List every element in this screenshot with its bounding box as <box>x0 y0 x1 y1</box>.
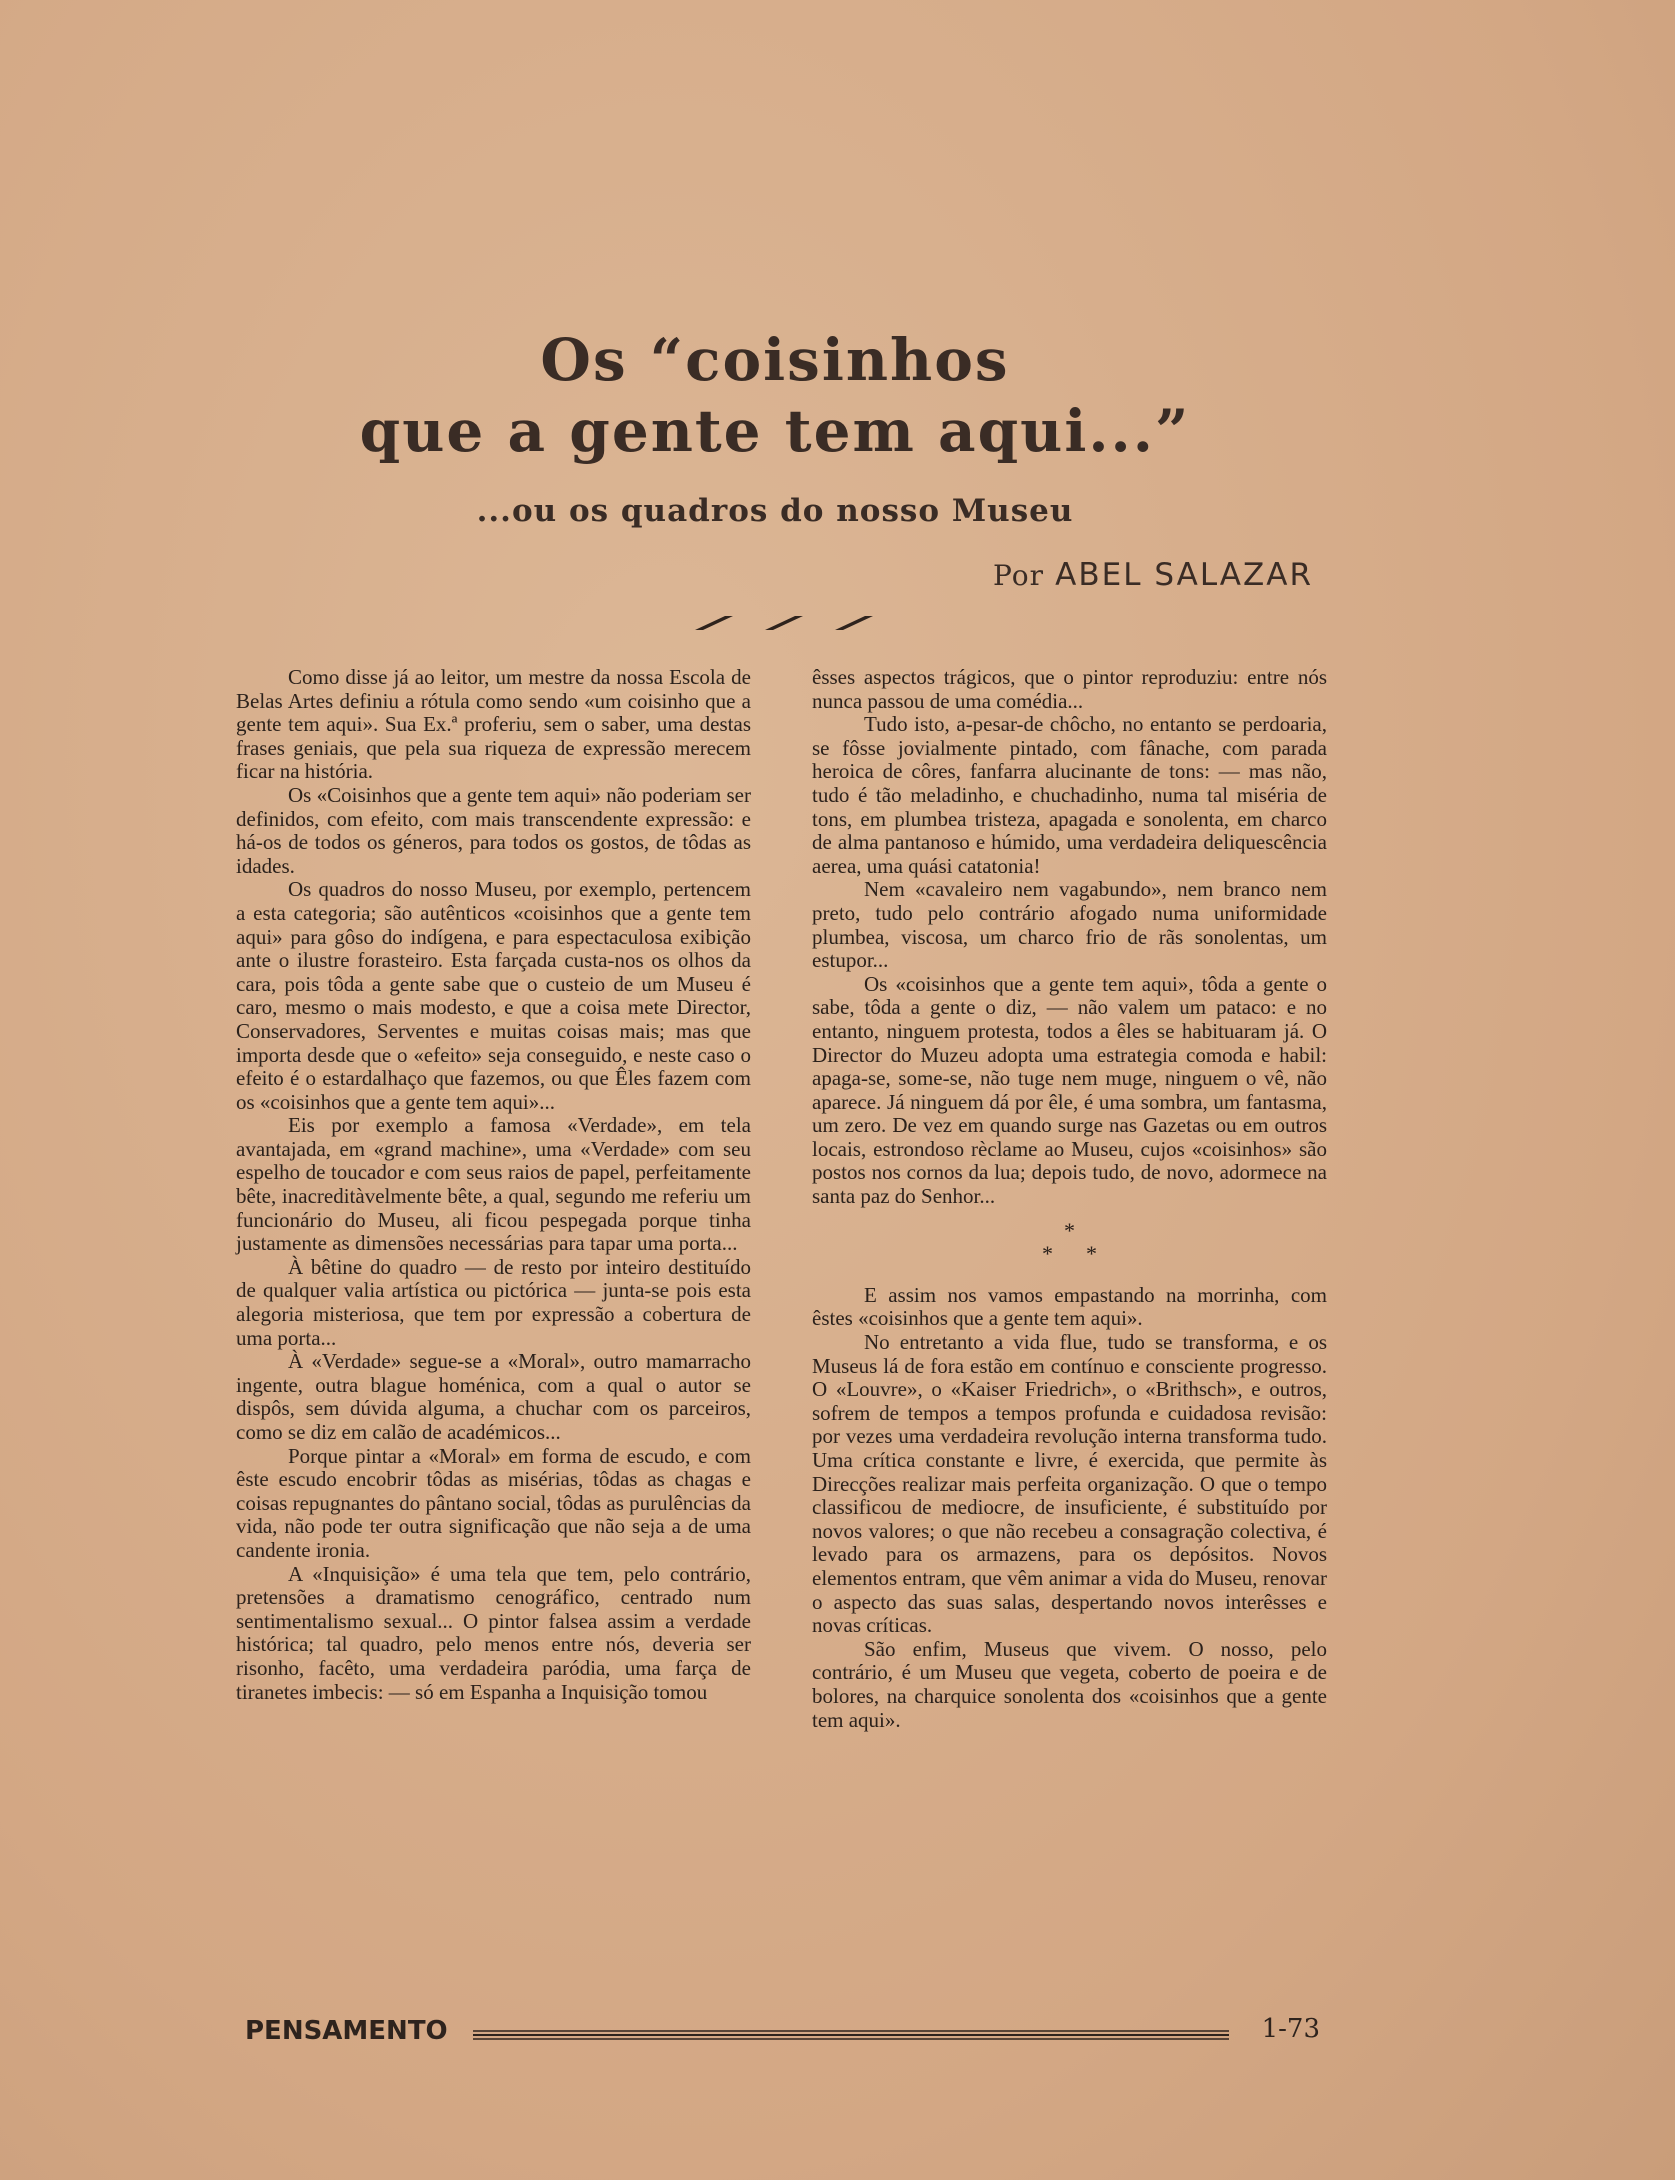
paragraph: À bêtine do quadro — de resto por inteiro destituído de qualquer valia artística ou pictórica — junta-se pois esta alegoria misteriosa, que tem por expressão a cobertura de uma porta... <box>236 1254 751 1350</box>
left-column <box>236 666 751 1704</box>
paragraph: Porque pintar a «Moral» em forma de escudo, e com êste escudo encobrir tôdas as misérias, tôdas as chagas e coisas repugnantes do pântano social, tôdas as purulências da vida, não pode ter outra significação que não seja a de uma candente ironia. <box>236 1443 751 1562</box>
paragraph: À «Verdade» segue-se a «Moral», outro mamarracho ingente, outra blague homénica, com a qual o autor se dispôs, sem dúvida alguma, a chuchar com os parceiros, como se diz em calão de académicos... <box>236 1349 751 1444</box>
paragraph: Eis por exemplo a famosa «Verdade», em tela avantajada, em «grand machine», uma «Verdade» com seu espelho de toucador e com seus raios de papel, perfeitamente bête, inacreditàvelmente bête, a qual, segundo me referiu um funcionário do Museu, ali ficou pespegada porque tinha justamente as dimensões necessárias para tapar uma porta... <box>236 1113 751 1256</box>
paragraph: êsses aspectos trágicos, que o pintor reproduziu: entre nós nunca passou de uma comédia... <box>812 665 1327 713</box>
paragraph: Os quadros do nosso Museu, por exemplo, pertencem a esta categoria; são autênticos «coisinhos que a gente tem aqui» para gôso do indígena, e para espectaculosa exibição ante o ilustre forasteiro. Esta farçada custa-nos os olhos da cara, pois tôda a gente sabe que o custeio de um Museu é caro, mesmo o mais modesto, e que a coisa mete Director, Conservadores, Serventes e muitas coisas mais; mas que importa desde que o «efeito» seja conseguido, e neste caso o efeito é o estardalhaço que fazemos, ou que Êles fazem com os «coisinhos que a gente tem aqui»... <box>236 877 751 1114</box>
page-number: 1-73 <box>1261 2014 1320 2044</box>
right-column <box>812 666 1327 1732</box>
paragraph: No entretanto a vida flue, tudo se transforma, e os Museus lá de fora estão em contínuo e consciente progresso. O «Louvre», o «Kaiser Friedrich», o «Brithsch», e outros, sofrem de tempos a tempos profunda e cuidadosa revisão: por vezes uma verdadeira revolução interna transforma tudo. Uma crítica constante e livre, é exercida, que permite às Direcções realizar mais perfeita organização. O que o tempo classificou de mediocre, de insuficiente, é substituído por novos valores; o que não recebeu a consagração colectiva, é levado para os armazens, para os depósitos. Novos elementos entram, que vêm animar a vida do Museu, renovar o aspecto das suas salas, despertando novos interêsses e novas críticas. <box>812 1330 1327 1638</box>
article-subtitle: ...ou os quadros do nosso Museu <box>476 493 1074 529</box>
paragraph: E assim nos vamos empastando na morrinha, com êstes «coisinhos que a gente tem aqui». <box>812 1282 1327 1331</box>
magazine-name: PENSAMENTO <box>245 2016 448 2046</box>
paragraph: Os «coisinhos que a gente tem aqui», tôda a gente o sabe, tôda a gente o diz, — não valem um pataco: e no entanto, ninguem protesta, todos a êles se habituaram já. O Director do Muzeu adopta uma estrategia comoda e habil: apaga-se, some-se, não tuge nem muge, ninguem o vê, não aparece. Já ninguem dá por êle, é uma sombra, um fantasma, um zero. De vez em quando surge nas Gazetas ou em outros locais, estrondoso rèclame ao Museu, cujos «coisinhos» são postos nos cornos da lua; depois tudo, de novo, adormece na santa paz do Senhor... <box>812 971 1327 1209</box>
separator-stars-bottom: * * <box>1042 1241 1097 1267</box>
byline-prefix: Por <box>993 559 1044 592</box>
page-footer <box>245 2010 1320 2050</box>
paragraph: São enfim, Museus que vivem. O nosso, pelo contrário, é um Museu que vegeta, coberto de poeira e de bolores, na charquice sonolenta dos «coisinhos que a gente tem aqui». <box>812 1636 1327 1732</box>
title-line-1: Os “coisinhos <box>540 326 1010 394</box>
paragraph: Como disse já ao leitor, um mestre da nossa Escola de Belas Artes definiu a rótula como sendo «um coisinho que a gente tem aqui». Sua Ex.ª proferiu, sem o saber, uma destas frases geniais, que pela sua riqueza de expressão merecem ficar na história. <box>236 665 751 784</box>
footer-rule <box>473 2028 1229 2042</box>
paragraph: Nem «cavaleiro nem vagabundo», nem branco nem preto, tudo pelo contrário afogado numa uniformidade plumbea, viscosa, um charco frio de rãs sonolentas, um estupor... <box>812 877 1327 973</box>
paragraph: A «Inquisição» é uma tela que tem, pelo contrário, pretensões a dramatismo cenográfico, centrado num sentimentalismo sexual... O pintor falsea assim a verdade histórica; tal quadro, pelo menos entre nós, deveria ser risonho, facêto, uma verdadeira paródia, uma farça de tiranetes imbecis: — só em Espanha a Inquisição tomou <box>236 1561 751 1704</box>
separator-star-top: * <box>1064 1217 1075 1243</box>
title-line-2: que a gente tem aqui...” <box>359 396 1191 465</box>
author-name: ABEL SALAZAR <box>1055 557 1313 593</box>
paragraph: Os «Coisinhos que a gente tem aqui» não poderiam ser definidos, com efeito, com mais transcendente expressão: e há-os de todos os géneros, para todos os gostos, de tôdas as idades. <box>236 782 751 878</box>
byline <box>993 555 1313 593</box>
article-title <box>0 326 1550 465</box>
ornament-dashes <box>685 612 875 634</box>
paragraph: Tudo isto, a-pesar-de chôcho, no entanto se perdoaria, se fôsse jovialmente pintado, com fânache, com parada heroica de côres, fanfarra alucinante de tons: — mas não, tudo é tão meladinho, e chuchadinho, numa tal miséria de tons, em plumbea tristeza, apagada e sonolenta, em charco de alma pantanoso e húmido, uma verdadeira deliquescência aerea, uma quási catatonia! <box>812 712 1327 878</box>
section-separator <box>812 1219 1327 1266</box>
